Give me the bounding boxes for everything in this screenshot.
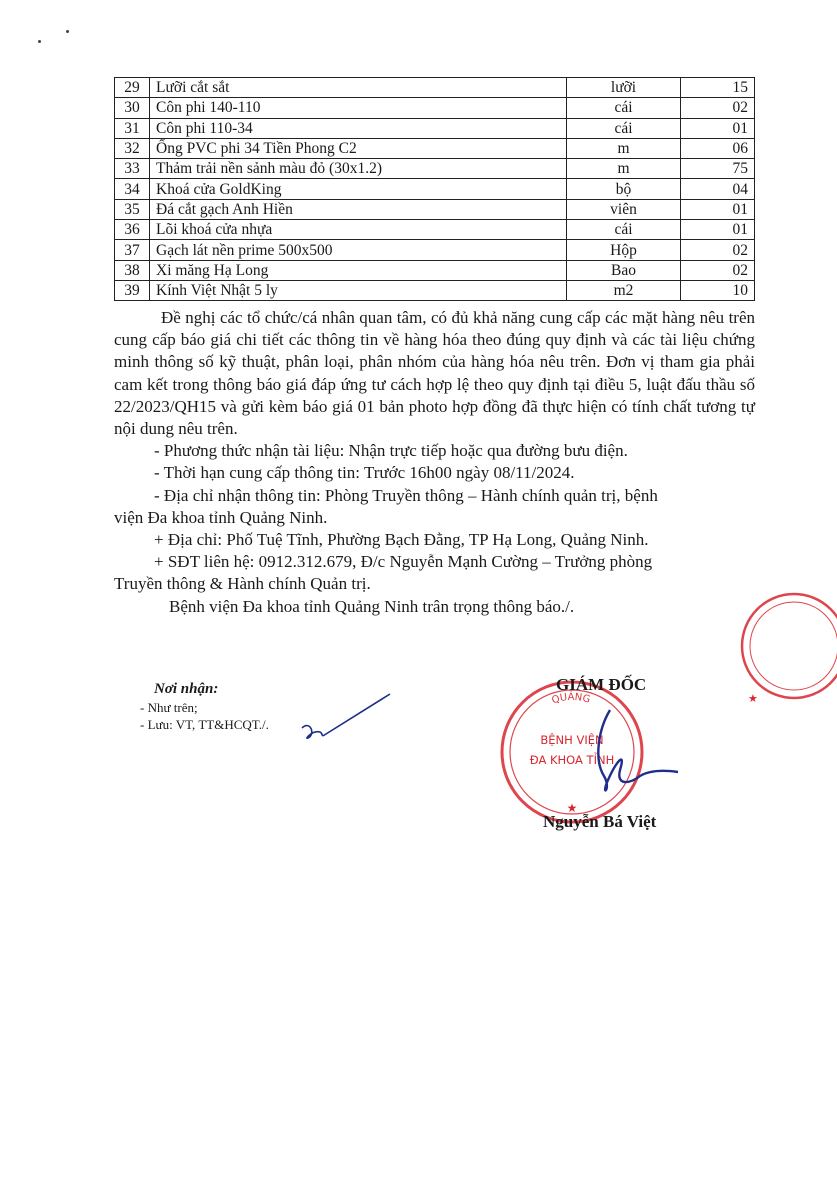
item-quantity: 15 [681, 78, 755, 98]
method-line: - Phương thức nhận tài liệu: Nhận trực tiếp hoặc qua đường bưu điện. [154, 441, 628, 461]
scan-speck [38, 40, 41, 43]
item-name: Xi măng Hạ Long [150, 260, 567, 280]
item-quantity: 04 [681, 179, 755, 199]
item-name: Lõi khoá cửa nhựa [150, 220, 567, 240]
item-quantity: 02 [681, 260, 755, 280]
table-row [115, 220, 755, 240]
director-name: Nguyễn Bá Việt [543, 812, 657, 831]
table-row [115, 98, 755, 118]
table-row [115, 240, 755, 260]
recipients-block [140, 680, 269, 733]
director-signature [580, 700, 690, 810]
item-unit: m2 [567, 280, 681, 300]
row-number: 30 [115, 98, 150, 118]
row-number: 35 [115, 199, 150, 219]
table-row [115, 78, 755, 98]
item-name: Kính Việt Nhật 5 ly [150, 280, 567, 300]
closing-line: Bệnh viện Đa khoa tỉnh Quảng Ninh trân trọng thông báo./. [169, 596, 575, 616]
item-unit: m [567, 138, 681, 158]
item-quantity: 75 [681, 159, 755, 179]
items-table-body [115, 78, 755, 301]
item-name: Lưỡi cắt sắt [150, 78, 567, 98]
row-number: 33 [115, 159, 150, 179]
scan-speck [66, 30, 69, 33]
item-unit: lưỡi [567, 78, 681, 98]
phone-line-cont: Truyền thông & Hành chính Quản trị. [114, 574, 371, 594]
item-name: Côn phi 140-110 [150, 98, 567, 118]
item-quantity: 10 [681, 280, 755, 300]
item-unit: cái [567, 220, 681, 240]
row-number: 37 [115, 240, 150, 260]
table-row [115, 179, 755, 199]
item-quantity: 02 [681, 240, 755, 260]
item-name: Ống PVC phi 34 Tiền Phong C2 [150, 138, 567, 158]
item-unit: viên [567, 199, 681, 219]
table-row [115, 280, 755, 300]
phone-line: + SĐT liên hệ: 0912.312.679, Đ/c Nguyễn Mạnh Cường – Trưởng phòng [154, 552, 653, 572]
recipient-item: - Như trên; [140, 700, 198, 715]
seal-line-1: BỆNH VIỆN [540, 733, 604, 747]
street-line: + Địa chỉ: Phố Tuệ Tĩnh, Phường Bạch Đằng, TP Hạ Long, Quảng Ninh. [154, 530, 649, 550]
item-quantity: 01 [681, 118, 755, 138]
item-unit: cái [567, 118, 681, 138]
item-unit: Hộp [567, 240, 681, 260]
table-row [115, 199, 755, 219]
item-unit: bộ [567, 179, 681, 199]
recipient-item: - Lưu: VT, TT&HCQT./. [140, 717, 269, 732]
item-quantity: 02 [681, 98, 755, 118]
item-name: Gạch lát nền prime 500x500 [150, 240, 567, 260]
item-name: Đá cắt gạch Anh Hiền [150, 199, 567, 219]
signature-stroke [598, 710, 678, 790]
address-line-cont: viện Đa khoa tỉnh Quảng Ninh. [114, 507, 328, 527]
notice-body [114, 307, 755, 618]
item-unit: cái [567, 98, 681, 118]
item-name: Côn phi 110-34 [150, 118, 567, 138]
table-row [115, 118, 755, 138]
item-unit: Bao [567, 260, 681, 280]
item-name: Khoá cửa GoldKing [150, 179, 567, 199]
row-number: 29 [115, 78, 150, 98]
seam-seal-star: ★ [748, 692, 758, 705]
row-number: 36 [115, 220, 150, 240]
table-row [115, 159, 755, 179]
item-quantity: 01 [681, 199, 755, 219]
row-number: 38 [115, 260, 150, 280]
row-number: 31 [115, 118, 150, 138]
items-table [114, 77, 755, 301]
row-number: 39 [115, 280, 150, 300]
seal-top-text: QUẢNG [550, 691, 592, 707]
item-unit: m [567, 159, 681, 179]
table-row [115, 260, 755, 280]
seal-line-2: ĐA KHOA TỈNH [529, 753, 615, 767]
deadline-line: - Thời hạn cung cấp thông tin: Trước 16h00 ngày 08/11/2024. [154, 463, 575, 483]
row-number: 32 [115, 138, 150, 158]
recipients-title: Nơi nhận: [154, 681, 219, 697]
address-line: - Địa chỉ nhận thông tin: Phòng Truyền thông – Hành chính quản trị, bệnh [154, 485, 658, 505]
item-quantity: 01 [681, 220, 755, 240]
seal-star: ★ [566, 801, 578, 815]
item-name: Thảm trải nền sảnh màu đỏ (30x1.2) [150, 159, 567, 179]
director-title: GIÁM ĐỐC [556, 675, 647, 694]
initial-stroke [302, 694, 390, 738]
item-quantity: 06 [681, 138, 755, 158]
request-paragraph: Đề nghị các tổ chức/cá nhân quan tâm, có đủ khả năng cung cấp các mặt hàng nêu trên cung cấp báo giá chi tiết các thông tin về hàng hóa theo đúng quy định và các tài liệu chứng minh thông số kỹ thuật, phân loại, phân nhóm của hàng hóa nêu trên. Đơn vị tham gia phải cam kết trong thông báo giá đáp ứng tư cách hợp lệ theo quy định tại điều 5, luật đấu thầu số 22/2023/QH15 và gửi kèm báo giá 01 bản photo hợp đồng đã thực hiện có tính chất tương tự nội dung nêu trên. [114, 308, 755, 439]
page-seam-seal [724, 584, 837, 714]
row-number: 34 [115, 179, 150, 199]
table-row [115, 138, 755, 158]
initial-signature [290, 690, 400, 750]
